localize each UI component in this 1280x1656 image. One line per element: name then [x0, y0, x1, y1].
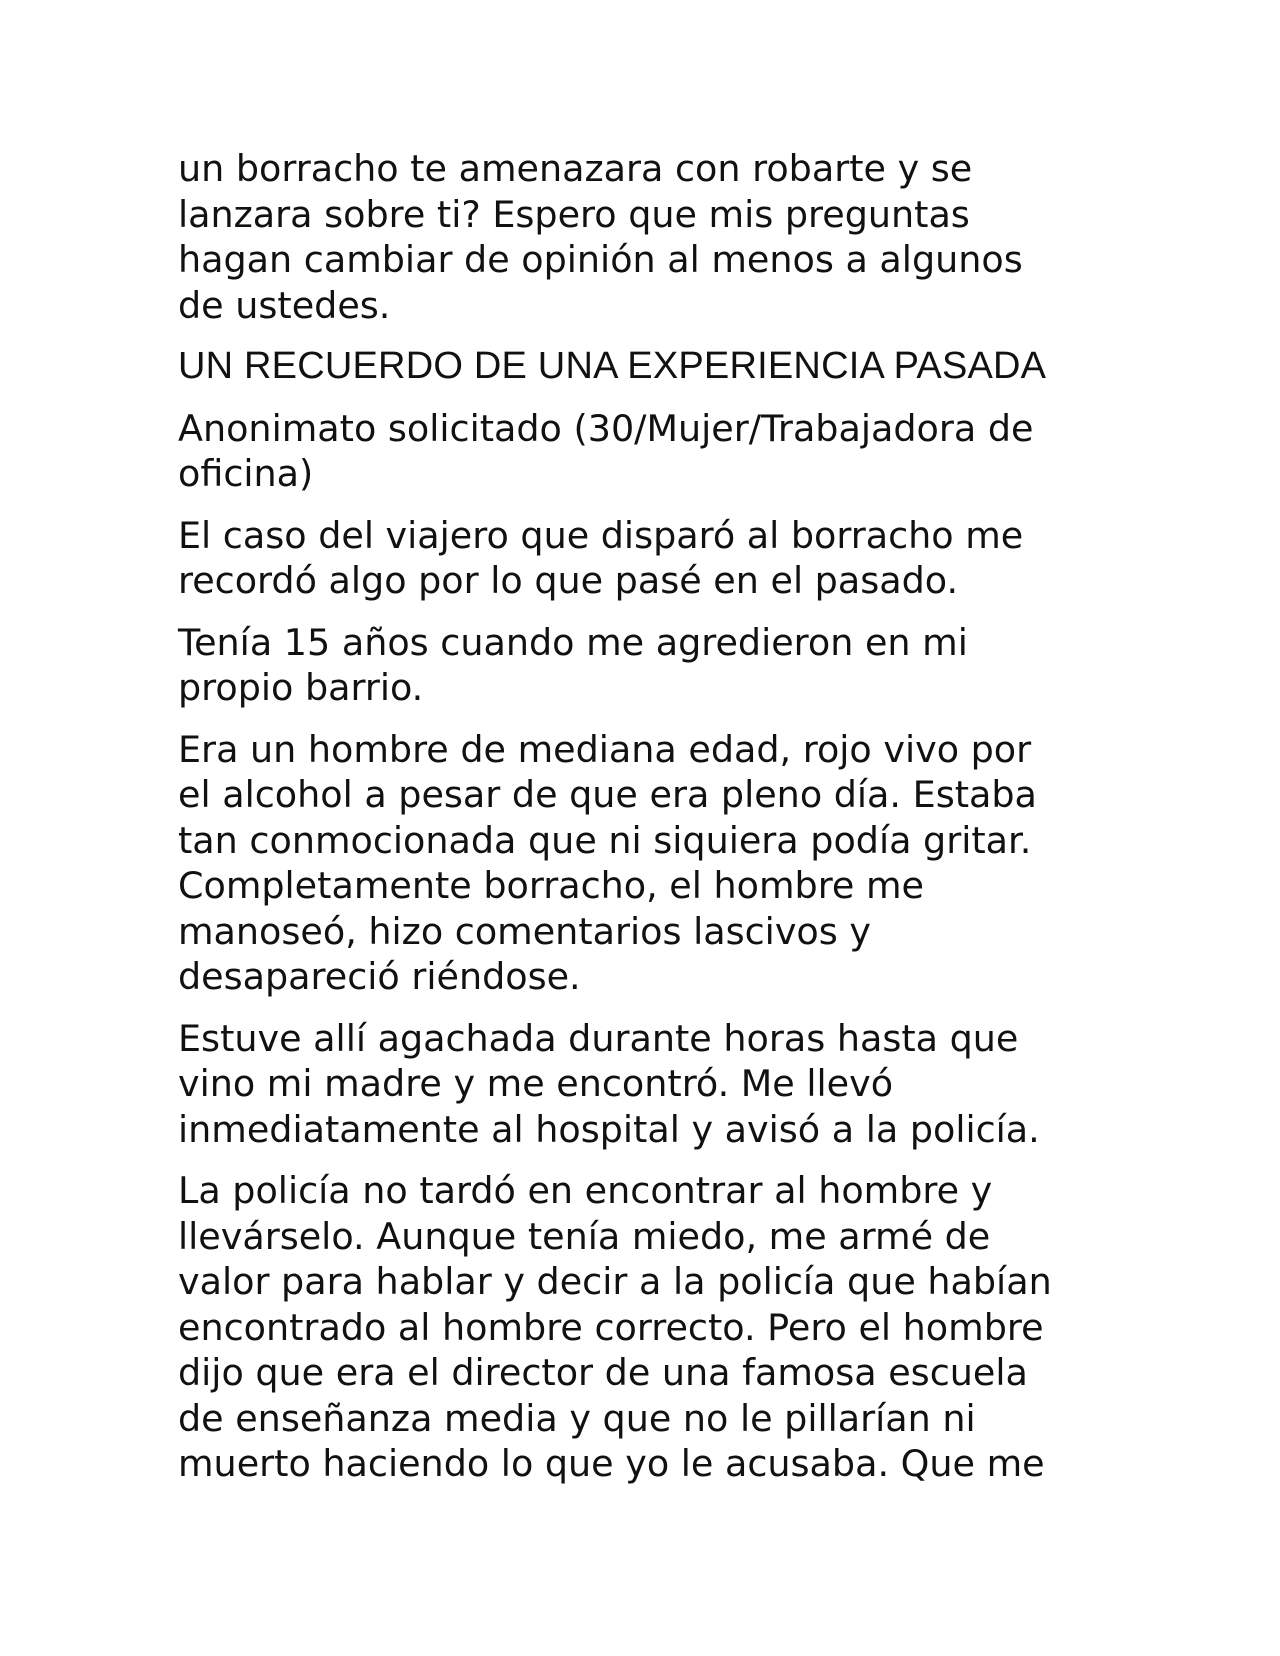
document-page: [178, 146, 1098, 1503]
paragraph-continuation: un borracho te amenazara con robarte y se lanzara sobre ti? Espero que mis preguntas hagan cambiar de opinión al menos a algunos de ustedes.: [178, 147, 1023, 327]
paragraph-aftermath: Estuve allí agachada durante horas hasta que vino mi madre y me encontró. Me llevó inmediatamente al hospital y avisó a la policía.: [178, 1016, 1040, 1151]
paragraph-age: Tenía 15 años cuando me agredieron en mi propio barrio.: [178, 620, 968, 709]
section-heading: UN RECUERDO DE UNA EXPERIENCIA PASADA: [178, 345, 1047, 387]
paragraph-attribution: Anonimato solicitado (30/Mujer/Trabajadora de oficina): [178, 406, 1034, 495]
paragraph-police: La policía no tardó en encontrar al hombre y llevárselo. Aunque tenía miedo, me armé de valor para hablar y decir a la policía que habían encontrado al hombre correcto. Pero el hombre dijo que era el director de una famosa escuela de enseñanza media y que no le pillarían ni muerto haciendo lo que yo le acusaba. Que me: [178, 1169, 1052, 1485]
paragraph-intro: El caso del viajero que disparó al borracho me recordó algo por lo que pasé en el pasado.: [178, 513, 1024, 602]
paragraph-description: Era un hombre de mediana edad, rojo vivo por el alcohol a pesar de que era pleno día. Estaba tan conmocionada que ni siquiera podía gritar. Completamente borracho, el hombre me manoseó, hizo comentarios lascivos y desapareció riéndose.: [178, 727, 1037, 998]
